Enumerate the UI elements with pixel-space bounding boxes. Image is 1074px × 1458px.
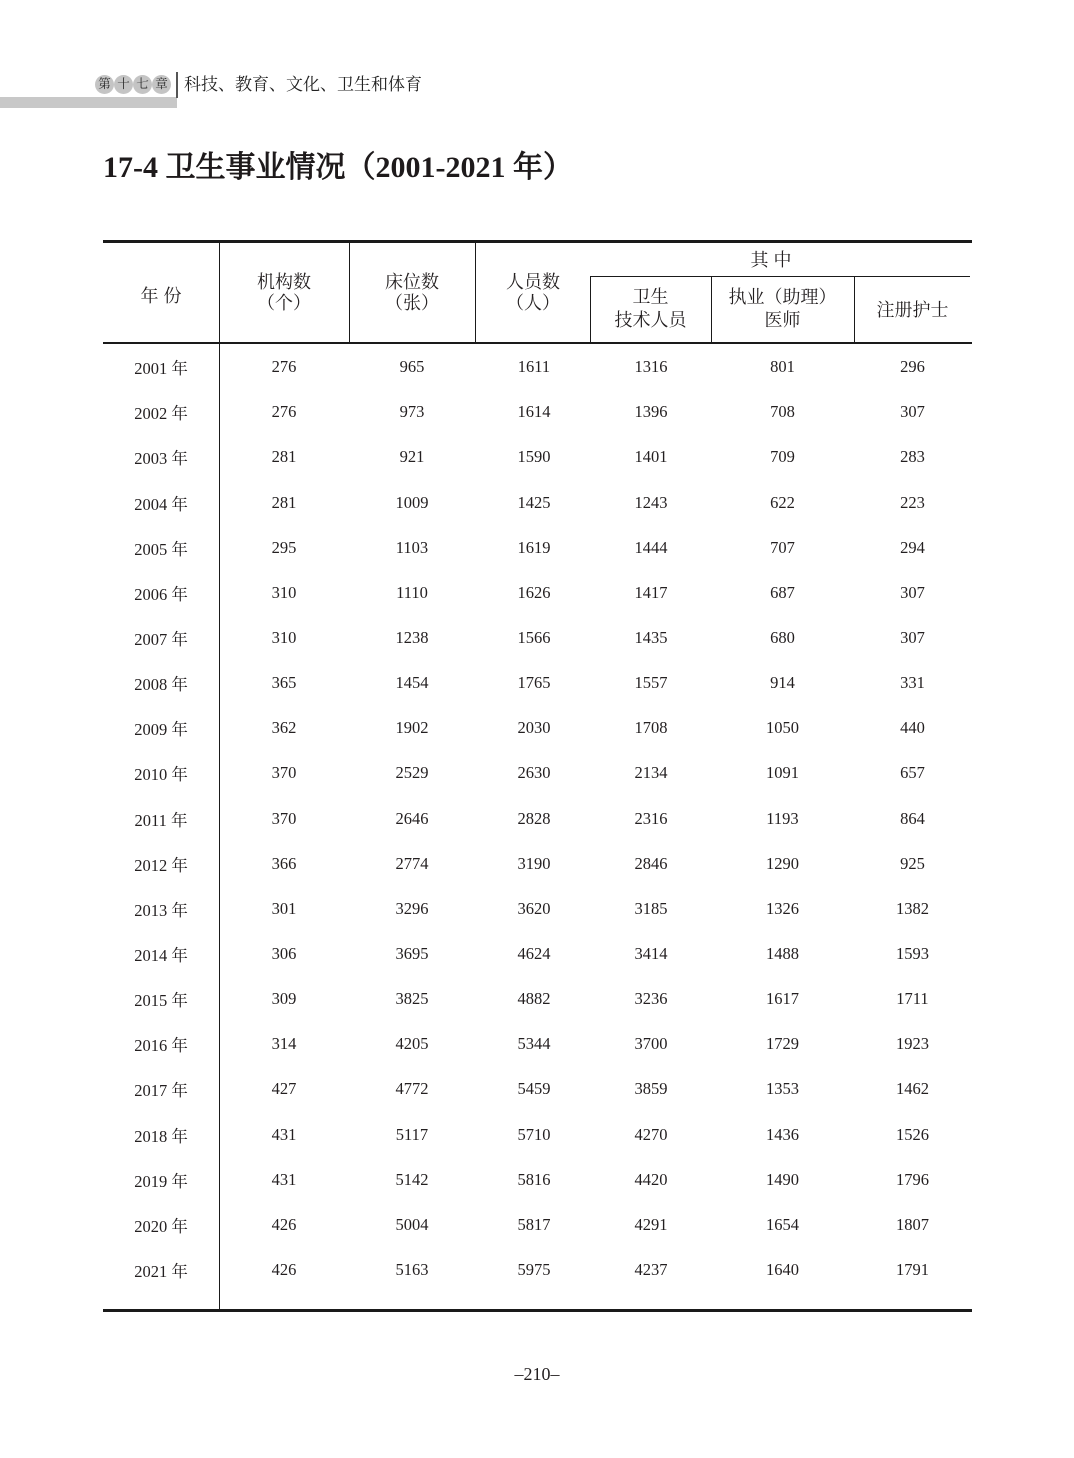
header-year xyxy=(103,245,219,345)
cell-year: 2018 年 xyxy=(134,1126,188,1146)
cell-beds: 5004 xyxy=(395,1214,429,1234)
cell-physicians: 1640 xyxy=(766,1259,799,1279)
cell-nurses: 1462 xyxy=(896,1079,929,1099)
cell-physicians: 801 xyxy=(770,357,795,377)
cell-institutions: 426 xyxy=(271,1214,297,1234)
cell-beds: 1454 xyxy=(395,673,429,693)
cell-health-technicians: 1708 xyxy=(634,718,668,738)
cell-nurses: 864 xyxy=(900,808,925,828)
cell-institutions: 370 xyxy=(271,763,297,783)
cell-health-technicians: 1316 xyxy=(634,357,668,377)
table-title: 17-4 卫生事业情况（2001-2021 年） xyxy=(103,151,573,184)
chapter-badge: 第 xyxy=(95,75,114,94)
header-beds-line1: 床位数 xyxy=(385,272,439,292)
table-row xyxy=(0,706,1074,751)
cell-institutions: 427 xyxy=(271,1079,297,1099)
cell-year: 2010 年 xyxy=(134,765,188,785)
cell-beds: 1238 xyxy=(395,628,429,647)
table-row xyxy=(0,841,1074,886)
cell-nurses: 1526 xyxy=(896,1124,929,1144)
cell-nurses: 331 xyxy=(900,673,925,693)
cell-personnel: 2630 xyxy=(517,763,551,783)
cell-year: 2014 年 xyxy=(134,945,188,965)
cell-nurses: 223 xyxy=(900,492,925,512)
header-institutions-line2: （个） xyxy=(257,293,311,313)
cell-institutions: 310 xyxy=(271,628,297,647)
cell-personnel: 4882 xyxy=(517,989,551,1009)
header-personnel xyxy=(476,243,590,343)
cell-personnel: 2030 xyxy=(517,718,551,738)
table-body xyxy=(0,345,1074,1293)
header-institutions xyxy=(219,243,349,343)
cell-physicians: 1193 xyxy=(766,808,799,828)
cell-health-technicians: 1243 xyxy=(634,492,668,512)
chapter-badge: 十 xyxy=(114,75,133,94)
cell-health-technicians: 1444 xyxy=(634,537,668,557)
cell-year: 2004 年 xyxy=(134,494,188,514)
cell-personnel: 1626 xyxy=(517,582,551,602)
cell-physicians: 1729 xyxy=(766,1034,799,1054)
cell-nurses: 1796 xyxy=(896,1169,929,1189)
cell-personnel: 1611 xyxy=(517,357,551,377)
cell-nurses: 1711 xyxy=(896,989,929,1009)
cell-year: 2005 年 xyxy=(134,539,188,559)
cell-nurses: 925 xyxy=(900,853,925,873)
cell-institutions: 431 xyxy=(271,1124,297,1144)
table-row xyxy=(0,615,1074,660)
table-row xyxy=(0,931,1074,976)
cell-health-technicians: 3185 xyxy=(634,898,668,918)
cell-nurses: 657 xyxy=(900,763,925,783)
cell-beds: 2529 xyxy=(395,763,429,783)
header-physicians-line2: 医师 xyxy=(764,309,801,330)
cell-nurses: 440 xyxy=(900,718,925,738)
table-row xyxy=(0,751,1074,796)
chapter-badge: 七 xyxy=(133,75,152,94)
cell-beds: 2774 xyxy=(395,853,429,873)
cell-personnel: 4624 xyxy=(517,943,551,963)
cell-year: 2012 年 xyxy=(134,855,188,875)
table-row xyxy=(0,1022,1074,1067)
header-personnel-line1: 人员数 xyxy=(506,272,560,292)
cell-physicians: 1050 xyxy=(766,718,799,738)
cell-health-technicians: 3700 xyxy=(634,1034,668,1054)
cell-year: 2008 年 xyxy=(134,675,188,695)
cell-beds: 973 xyxy=(399,402,425,422)
header-personnel-line2: （人） xyxy=(506,293,560,313)
cell-personnel: 5817 xyxy=(517,1214,551,1234)
cell-physicians: 1617 xyxy=(766,989,799,1009)
cell-year: 2006 年 xyxy=(134,584,188,604)
cell-beds: 1103 xyxy=(395,537,429,557)
cell-physicians: 1654 xyxy=(766,1214,799,1234)
header-beds-line2: （张） xyxy=(385,293,439,313)
cell-physicians: 1091 xyxy=(766,763,799,783)
cell-personnel: 1425 xyxy=(517,492,551,512)
header-health-technicians-line2: 技术人员 xyxy=(614,309,687,330)
table-row xyxy=(0,570,1074,615)
cell-institutions: 276 xyxy=(271,357,297,377)
cell-institutions: 366 xyxy=(271,853,297,873)
cell-physicians: 622 xyxy=(770,492,795,512)
cell-physicians: 709 xyxy=(770,447,795,467)
cell-health-technicians: 1417 xyxy=(634,582,668,602)
header-year-label: 年 份 xyxy=(140,286,182,306)
cell-physicians: 1326 xyxy=(766,898,799,918)
table-row xyxy=(0,435,1074,480)
cell-nurses: 307 xyxy=(900,402,925,422)
table-bottom-border xyxy=(103,1309,972,1312)
cell-personnel: 1566 xyxy=(517,628,551,647)
cell-institutions: 295 xyxy=(271,537,297,557)
cell-beds: 965 xyxy=(399,357,425,377)
cell-physicians: 680 xyxy=(770,628,795,647)
cell-beds: 3695 xyxy=(395,943,429,963)
table-row xyxy=(0,1247,1074,1292)
table-row xyxy=(0,390,1074,435)
cell-year: 2007 年 xyxy=(134,630,188,649)
cell-beds: 5142 xyxy=(395,1169,429,1189)
cell-year: 2015 年 xyxy=(134,991,188,1011)
cell-year: 2016 年 xyxy=(134,1036,188,1056)
cell-beds: 1009 xyxy=(395,492,429,512)
cell-personnel: 3620 xyxy=(517,898,551,918)
cell-health-technicians: 1396 xyxy=(634,402,668,422)
cell-institutions: 314 xyxy=(271,1034,297,1054)
cell-beds: 1110 xyxy=(396,582,428,602)
table-row xyxy=(0,480,1074,525)
cell-beds: 1902 xyxy=(395,718,429,738)
cell-year: 2002 年 xyxy=(134,404,188,424)
cell-nurses: 307 xyxy=(900,628,925,647)
cell-year: 2017 年 xyxy=(134,1081,188,1101)
cell-beds: 4205 xyxy=(395,1034,429,1054)
cell-institutions: 309 xyxy=(271,989,297,1009)
header-physicians xyxy=(711,276,854,341)
cell-health-technicians: 2846 xyxy=(634,853,668,873)
cell-institutions: 365 xyxy=(271,673,297,693)
cell-institutions: 362 xyxy=(271,718,297,738)
cell-beds: 3296 xyxy=(395,898,429,918)
cell-nurses: 1791 xyxy=(896,1259,929,1279)
cell-institutions: 301 xyxy=(271,898,297,918)
cell-year: 2001 年 xyxy=(134,359,188,379)
cell-beds: 2646 xyxy=(395,808,429,828)
cell-personnel: 5344 xyxy=(517,1034,551,1054)
cell-health-technicians: 1435 xyxy=(634,628,668,647)
cell-physicians: 687 xyxy=(770,582,795,602)
cell-personnel: 5710 xyxy=(517,1124,551,1144)
cell-physicians: 708 xyxy=(770,402,795,422)
chapter-title: 科技、教育、文化、卫生和体育 xyxy=(184,75,422,94)
cell-health-technicians: 1401 xyxy=(634,447,668,467)
cell-year: 2020 年 xyxy=(134,1216,188,1236)
cell-physicians: 1290 xyxy=(766,853,799,873)
cell-health-technicians: 4270 xyxy=(634,1124,668,1144)
header-beds xyxy=(349,243,475,343)
cell-beds: 5163 xyxy=(395,1259,429,1279)
cell-personnel: 1765 xyxy=(517,673,551,693)
table-row xyxy=(0,1067,1074,1112)
table-row xyxy=(0,977,1074,1022)
table-row xyxy=(0,886,1074,931)
table-row xyxy=(0,525,1074,570)
cell-personnel: 3190 xyxy=(517,853,551,873)
cell-physicians: 914 xyxy=(770,673,795,693)
cell-personnel: 2828 xyxy=(517,808,551,828)
cell-year: 2021 年 xyxy=(134,1261,188,1281)
header-health-technicians xyxy=(590,276,711,341)
cell-health-technicians: 3236 xyxy=(634,989,668,1009)
cell-year: 2003 年 xyxy=(134,449,188,469)
cell-physicians: 1353 xyxy=(766,1079,799,1099)
cell-institutions: 370 xyxy=(271,808,297,828)
cell-beds: 921 xyxy=(399,447,425,467)
cell-personnel: 5459 xyxy=(517,1079,551,1099)
cell-personnel: 1614 xyxy=(517,402,551,422)
cell-institutions: 281 xyxy=(271,447,297,467)
cell-nurses: 283 xyxy=(900,447,925,467)
cell-institutions: 281 xyxy=(271,492,297,512)
cell-health-technicians: 4237 xyxy=(634,1259,668,1279)
header-nurses-label: 注册护士 xyxy=(876,299,949,320)
cell-nurses: 296 xyxy=(900,357,925,377)
header-separator xyxy=(176,72,178,98)
cell-year: 2011 年 xyxy=(134,810,188,830)
cell-physicians: 1490 xyxy=(766,1169,799,1189)
header-of-which xyxy=(590,242,952,275)
cell-nurses: 294 xyxy=(900,537,925,557)
chapter-label xyxy=(95,75,171,94)
cell-nurses: 1807 xyxy=(896,1214,929,1234)
cell-physicians: 1488 xyxy=(766,943,799,963)
table-row xyxy=(0,1202,1074,1247)
page-number: –210– xyxy=(514,1364,560,1384)
cell-nurses: 1593 xyxy=(896,943,929,963)
cell-beds: 4772 xyxy=(395,1079,429,1099)
cell-physicians: 1436 xyxy=(766,1124,799,1144)
cell-beds: 5117 xyxy=(395,1124,429,1144)
header-health-technicians-line1: 卫生 xyxy=(632,286,669,307)
cell-institutions: 276 xyxy=(271,402,297,422)
table-row xyxy=(0,1112,1074,1157)
cell-institutions: 426 xyxy=(271,1259,297,1279)
cell-health-technicians: 3859 xyxy=(634,1079,668,1099)
table-row xyxy=(0,1157,1074,1202)
cell-nurses: 307 xyxy=(900,582,925,602)
header-of-which-label: 其 中 xyxy=(750,249,792,270)
cell-personnel: 1619 xyxy=(517,537,551,557)
table-row xyxy=(0,345,1074,390)
cell-institutions: 310 xyxy=(271,582,297,602)
cell-institutions: 431 xyxy=(271,1169,297,1189)
cell-health-technicians: 3414 xyxy=(634,943,668,963)
header-physicians-line1: 执业（助理） xyxy=(728,286,837,307)
header-institutions-line1: 机构数 xyxy=(257,272,311,292)
cell-health-technicians: 2316 xyxy=(634,808,668,828)
chapter-badge: 章 xyxy=(152,75,171,94)
cell-year: 2013 年 xyxy=(134,900,188,920)
cell-institutions: 306 xyxy=(271,943,297,963)
cell-health-technicians: 4420 xyxy=(634,1169,668,1189)
cell-year: 2019 年 xyxy=(134,1171,188,1191)
table-row xyxy=(0,796,1074,841)
cell-health-technicians: 2134 xyxy=(634,763,668,783)
cell-health-technicians: 1557 xyxy=(634,673,668,693)
cell-physicians: 707 xyxy=(770,537,795,557)
cell-nurses: 1923 xyxy=(896,1034,929,1054)
cell-year: 2009 年 xyxy=(134,720,188,740)
cell-personnel: 5816 xyxy=(517,1169,551,1189)
cell-beds: 3825 xyxy=(395,989,429,1009)
cell-personnel: 1590 xyxy=(517,447,551,467)
header-nurses xyxy=(854,276,971,341)
cell-personnel: 5975 xyxy=(517,1259,551,1279)
table-row xyxy=(0,661,1074,706)
cell-health-technicians: 4291 xyxy=(634,1214,668,1234)
cell-nurses: 1382 xyxy=(896,898,929,918)
header-gray-bar xyxy=(0,97,177,108)
